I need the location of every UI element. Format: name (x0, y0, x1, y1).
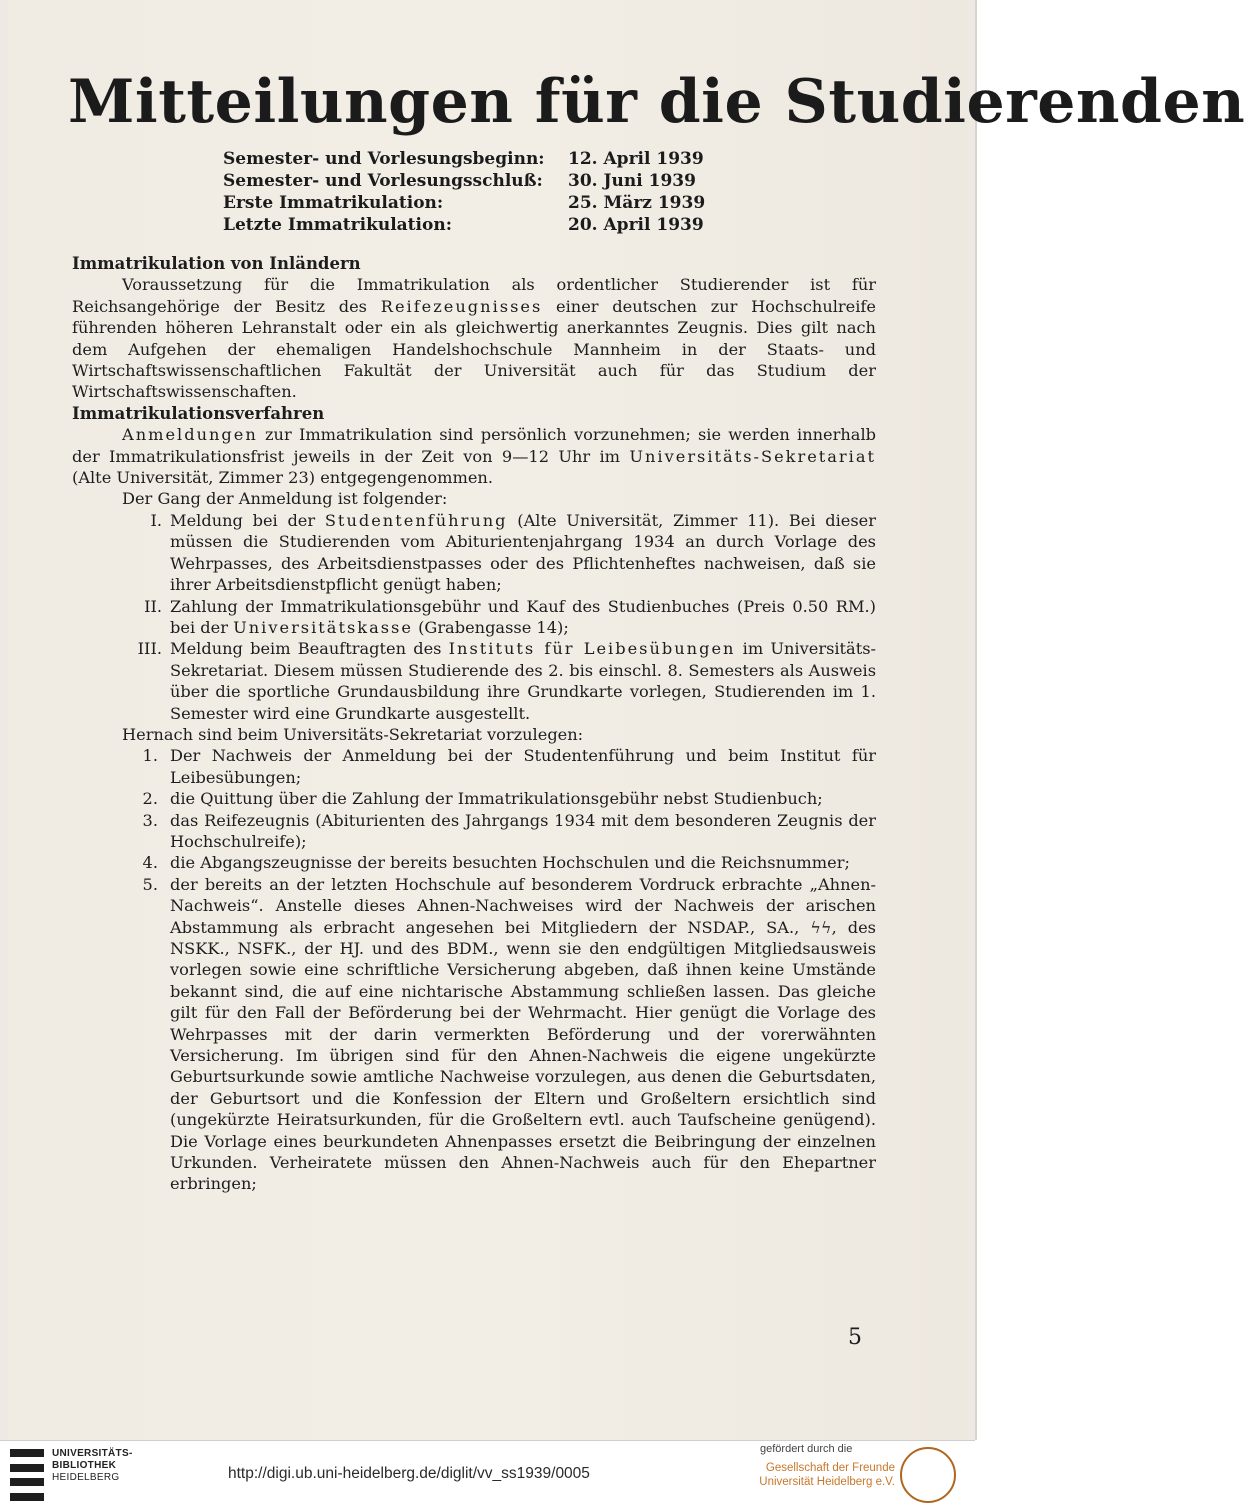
list-number: 4. (142, 853, 158, 873)
semester-dates-table (223, 148, 743, 236)
text-run: (Alte Universität, Zimmer 11). Bei dieser müssen die Studierenden vom Abiturientenjahrgang 1934 an durch Vorlage des Wehrpasses, des Arbeitsdienstpasses oder des Pflichtenheftes nachweisen, daß sie ihrer Arbeitsdienstpflicht genügt haben; (170, 510, 876, 595)
text-run: die Abgangszeugnisse der bereits besuchten Hochschulen und die Reichsnummer; (170, 853, 850, 873)
list-number: 1. (142, 746, 158, 766)
text-run: Der Nachweis der Anmeldung bei der Studentenführung und beim Institut für Leibesübungen; (170, 746, 876, 787)
text-run: Voraussetzung für die Immatrikulation als ordentlicher Studierender ist für Reichsangehörige der Besitz des (72, 275, 876, 316)
list-number: 5. (142, 874, 158, 894)
text-run-spaced: Reifezeugnisses (380, 296, 543, 316)
list-item (72, 874, 876, 1195)
library-name-line: BIBLIOTHEK (52, 1460, 117, 1471)
library-name-line: HEIDELBERG (52, 1472, 120, 1483)
date-label: Erste Immatrikulation: (223, 193, 444, 213)
text-run: das Reifezeugnis (Abiturienten des Jahrgangs 1934 mit dem besonderen Zeugnis der Hochschulreife); (170, 810, 876, 851)
date-value: 12. April 1939 (568, 149, 704, 169)
page-title: Mitteilungen für die Studierenden (68, 67, 1245, 137)
text-run: Zahlung der Immatrikulationsgebühr und Kauf des Studienbuches (Preis 0.50 RM.) bei der (170, 596, 876, 637)
library-name-line: UNIVERSITÄTS- (52, 1448, 133, 1459)
list-number: 2. (142, 789, 158, 809)
required-documents (72, 745, 876, 1195)
list-item (72, 596, 876, 639)
text-run-spaced: Universitätskasse (233, 617, 413, 637)
date-row (223, 192, 743, 214)
digitization-footer (0, 1440, 975, 1512)
body-text (72, 253, 876, 1195)
sponsor-name-line: Universität Heidelberg e.V. (759, 1476, 895, 1488)
text-run: (Grabengasse 14); (412, 617, 569, 637)
text-run: Meldung bei der (170, 510, 325, 530)
text-run-spaced: Anmeldungen (122, 425, 258, 445)
text-run: die Quittung über die Zahlung der Immatrikulationsgebühr nebst Studienbuch; (170, 789, 823, 809)
text-run-spaced: Instituts für Leibesübungen (448, 639, 736, 659)
paragraph-voraussetzung (72, 274, 876, 402)
list-number: I. (150, 510, 162, 530)
section-heading-verfahren: Immatrikulationsverfahren (72, 403, 325, 423)
library-logo-icon (10, 1449, 44, 1501)
text-run-spaced: Studentenführung (324, 510, 508, 530)
list-number: II. (144, 596, 162, 616)
text-run: zur Immatrikulation sind persönlich vorzunehmen; sie werden innerhalb der Immatrikulationsfrist jeweils in der Zeit von 9—12 Uhr im (72, 425, 876, 466)
sponsor-name-line: Gesellschaft der Freunde (765, 1462, 895, 1474)
page-number: 5 (848, 1325, 862, 1350)
list-number: III. (137, 639, 162, 659)
university-seal-icon (900, 1447, 956, 1503)
paragraph-anmeldungen (72, 424, 876, 488)
text-run: im Universitäts-Sekretariat. Diesem müssen Studierende des 2. bis einschl. 8. Semesters als Ausweis über die sportliche Grundausbildung ihre Grundkarte vorlegen, Studierenden im 1. Semester wird eine Grundkarte ausgestellt. (170, 639, 876, 723)
permalink-url[interactable]: http://digi.ub.uni-heidelberg.de/diglit/vv_ss1939/0005 (228, 1465, 590, 1482)
date-row (223, 170, 743, 192)
paragraph-gang: Der Gang der Anmeldung ist folgender: (122, 489, 448, 509)
paragraph-hernach: Hernach sind beim Universitäts-Sekretariat vorzulegen: (122, 724, 584, 744)
date-label: Letzte Immatrikulation: (223, 215, 452, 235)
page-sheet (8, 0, 1245, 1440)
list-item (72, 852, 876, 873)
list-item (72, 745, 876, 788)
date-value: 20. April 1939 (568, 215, 704, 235)
library-name (52, 1448, 133, 1484)
text-run-spaced: Universitäts-Sekretariat (629, 446, 876, 466)
date-value: 30. Juni 1939 (568, 171, 696, 191)
section-heading-inlaender: Immatrikulation von Inländern (72, 254, 361, 273)
list-item (72, 638, 876, 724)
text-run: Meldung beim Beauftragten des (170, 639, 449, 659)
sponsor-name (745, 1461, 895, 1489)
date-row (223, 214, 743, 236)
text-run: der bereits an der letzten Hochschule auf besonderem Vordruck erbrachte „Ahnen-Nachweis“. Anstelle dieses Ahnen-Nachweises wird der Nachweis der arischen Abstammung als erbracht angesehen bei Mitgliedern der NSDAP., SA., ϟϟ, des NSKK., NSFK., der HJ. und des BDM., wenn sie den endgültigen Mitgliedsausweis vorlegen sowie eine schriftliche Versicherung abgeben, daß ihnen keine Umstände bekannt sind, die auf eine nichtarische Abstammung schließen lassen. Das gleiche gilt für den Fall der Beförderung bei der Wehrmacht. Hier genügt die Vorlage des Wehrpasses mit der darin vermerkten Beförderung und der vorerwähnten Versicherung. Im übrigen sind für den Ahnen-Nachweis die eigene ungekürzte Geburtsurkunde sowie amtliche Nachweise vorzulegen, aus denen die Geburtsdaten, der Geburtsort und die Konfession der Eltern und Großeltern ersichtlich sind (ungekürzte Heiratsurkunden, für die Großeltern evtl. auch Taufscheine genügend). Die Vorlage eines beurkundeten Ahnenpasses ersetzt die Beibringung der einzelnen Urkunden. Verheiratete müssen den Ahnen-Nachweis auch für den Ehepartner erbringen; (170, 874, 876, 1194)
sponsor-label: gefördert durch die (760, 1443, 853, 1455)
list-item (72, 810, 876, 853)
text-run: einer deutschen zur Hochschulreife führenden höheren Lehranstalt oder ein als gleichwertig anerkanntes Zeugnis. Dies gilt nach dem Aufgehen der ehemaligen Handelshochschule Mannheim in der Staats- und Wirtschaftswissenschaftlichen Fakultät der Universität auch für das Studium der Wirtschaftswissenschaften. (72, 296, 876, 402)
date-label: Semester- und Vorlesungsschluß: (223, 171, 543, 191)
date-value: 25. März 1939 (568, 193, 706, 213)
text-run: (Alte Universität, Zimmer 23) entgegengenommen. (72, 468, 493, 488)
date-label: Semester- und Vorlesungsbeginn: (223, 149, 545, 169)
date-row (223, 148, 743, 170)
list-number: 3. (142, 810, 158, 830)
registration-steps (72, 510, 876, 724)
list-item (72, 510, 876, 596)
list-item (72, 788, 876, 809)
